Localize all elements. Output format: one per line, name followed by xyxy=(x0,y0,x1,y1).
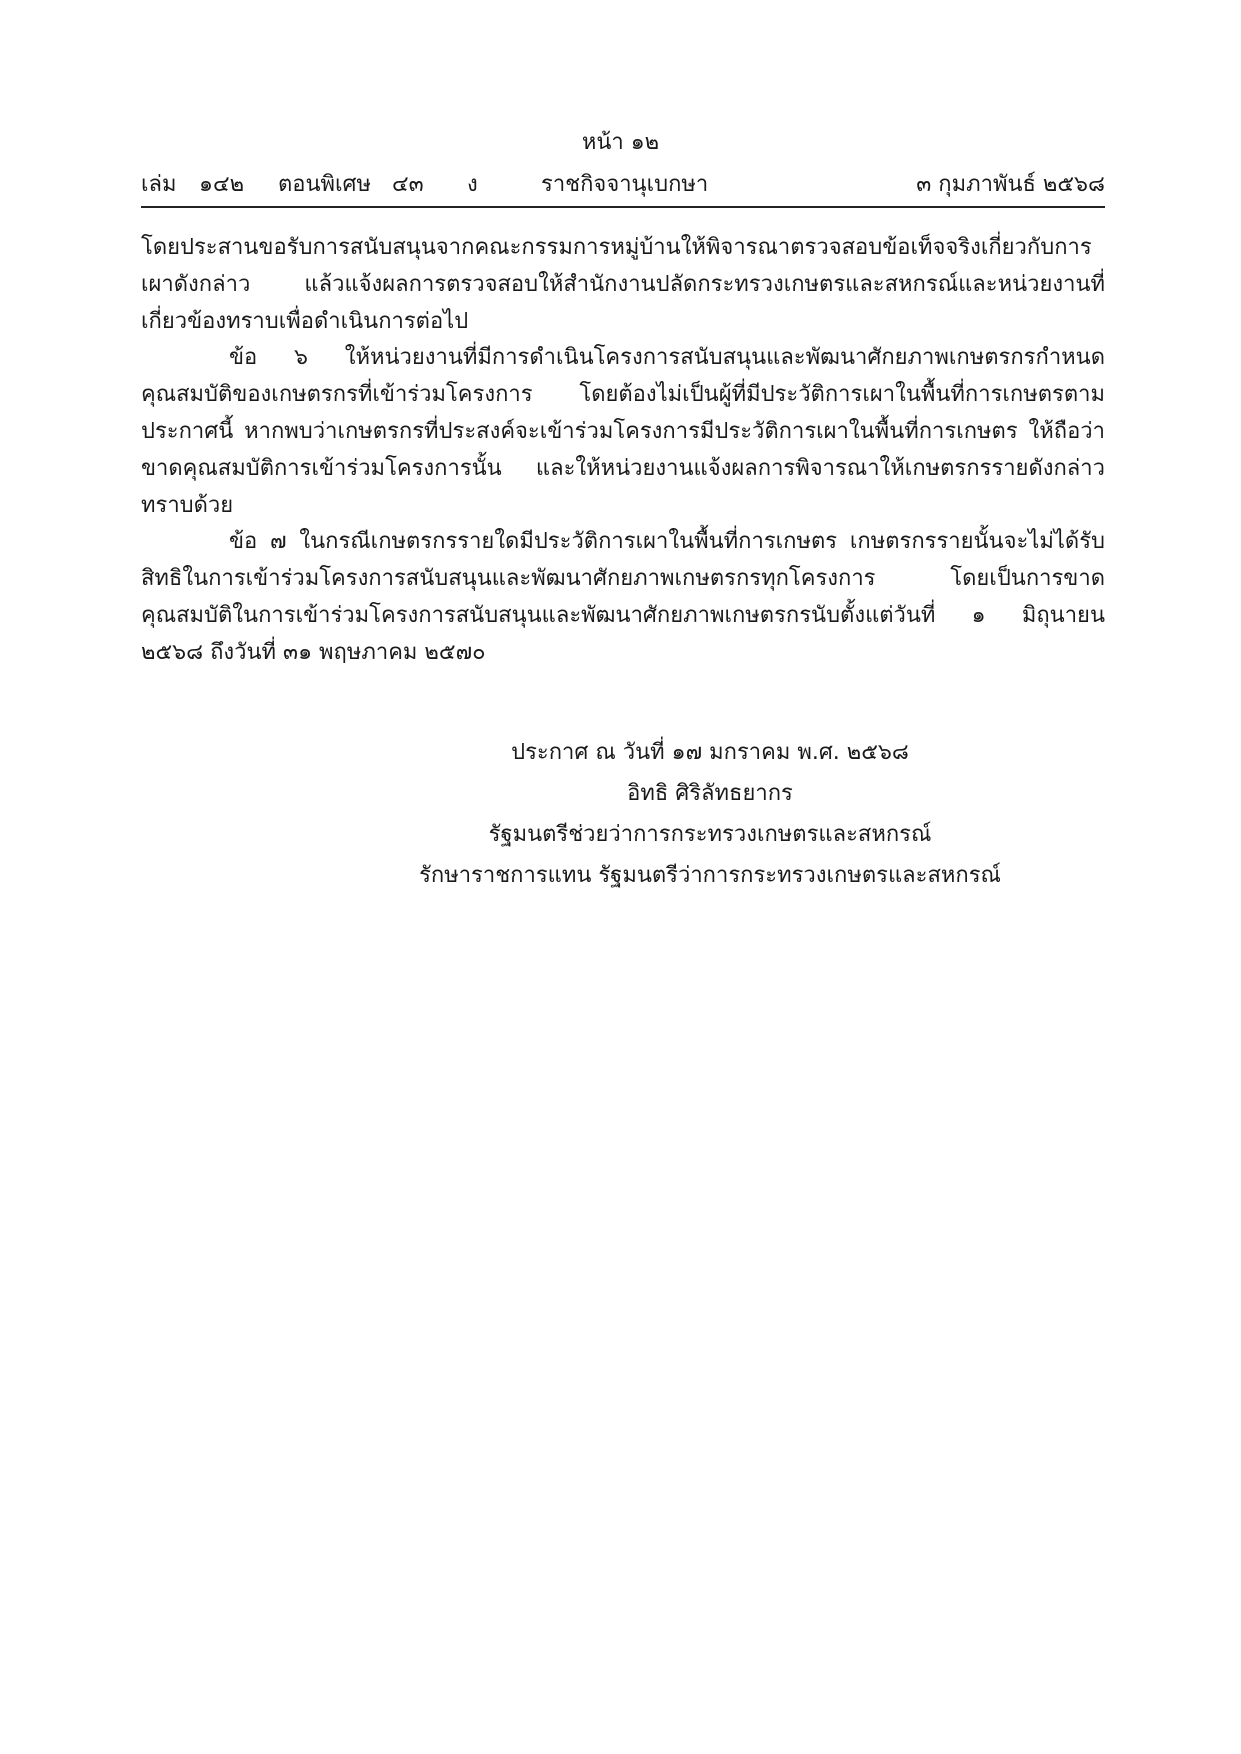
issue-date: ๓ กุมภาพันธ์ ๒๕๖๘ xyxy=(916,172,1105,197)
paragraph-continuation: โดยประสานขอรับการสนับสนุนจากคณะกรรมการหมู่บ้านให้พิจารณาตรวจสอบข้อเท็จจริงเกี่ยวกับการเผาดังกล่าว แล้วแจ้งผลการตรวจสอบให้สำนักงานปลัดกระทรวงเกษตรและสหกรณ์และหน่วยงานที่เกี่ยวข้องทราบเพื่อดำเนินการต่อไป xyxy=(141,235,1105,334)
signatory-position: รัฐมนตรีช่วยว่าการกระทรวงเกษตรและสหกรณ์ xyxy=(488,822,932,847)
page-number: หน้า ๑๒ xyxy=(581,130,660,155)
paragraph-clause-7: ข้อ ๗ ในกรณีเกษตรกรรายใดมีประวัติการเผาในพื้นที่การเกษตร เกษตรกรรายนั้นจะไม่ได้รับสิทธิในการเข้าร่วมโครงการสนับสนุนและพัฒนาศักยภาพเกษตรกรทุกโครงการ โดยเป็นการขาดคุณสมบัติในการเข้าร่วมโครงการสนับสนุนและพัฒนาศักยภาพเกษตรกรนับตั้งแต่วันที่ ๑ มิถุนายน ๒๕๖๘ ถึงวันที่ ๓๑ พฤษภาคม ๒๕๗๐ xyxy=(141,529,1105,665)
header-divider xyxy=(141,206,1105,208)
section-label: ตอนพิเศษ xyxy=(278,172,372,197)
signature-block xyxy=(380,732,1040,896)
document-body xyxy=(141,230,1105,672)
volume-number: ๑๔๒ xyxy=(199,172,245,197)
gazette-header xyxy=(141,170,1105,202)
volume-label: เล่ม xyxy=(141,172,177,197)
signatory-acting-role: รักษาราชการแทน รัฐมนตรีว่าการกระทรวงเกษตรและสหกรณ์ xyxy=(419,863,1001,888)
gazette-title: ราชกิจจานุเบกษา xyxy=(541,172,709,197)
section-number: ๔๓ xyxy=(392,172,424,197)
paragraph-clause-6: ข้อ ๖ ให้หน่วยงานที่มีการดำเนินโครงการสนับสนุนและพัฒนาศักยภาพเกษตรกรกำหนดคุณสมบัติของเกษตรกรที่เข้าร่วมโครงการ โดยต้องไม่เป็นผู้ที่มีประวัติการเผาในพื้นที่การเกษตรตามประกาศนี้ หากพบว่าเกษตรกรที่ประสงค์จะเข้าร่วมโครงการมีประวัติการเผาในพื้นที่การเกษตร ให้ถือว่าขาดคุณสมบัติการเข้าร่วมโครงการนั้น และให้หน่วยงานแจ้งผลการพิจารณาให้เกษตรกรรายดังกล่าวทราบด้วย xyxy=(141,345,1105,518)
section-letter: ง xyxy=(467,172,478,197)
announcement-date: ประกาศ ณ วันที่ ๑๗ มกราคม พ.ศ. ๒๕๖๘ xyxy=(511,740,909,765)
signatory-name: อิทธิ ศิริลัทธยากร xyxy=(627,781,793,806)
